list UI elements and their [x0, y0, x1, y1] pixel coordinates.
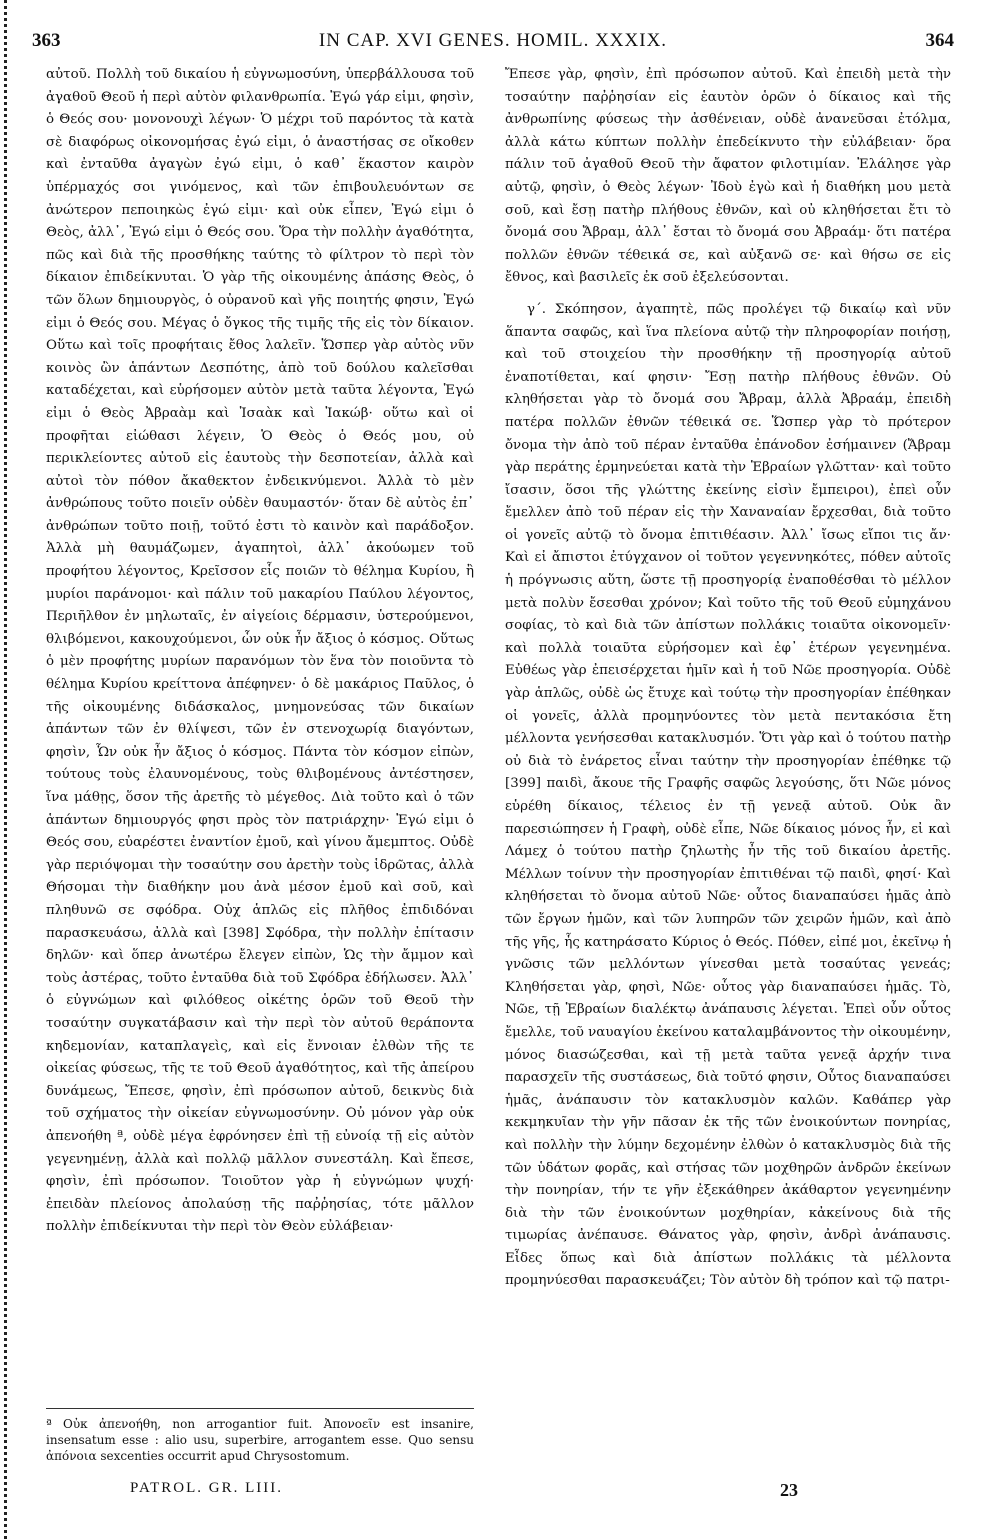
right-column — [505, 64, 951, 1479]
right-paragraph-2: γ΄. Σκόπησον, ἀγαπητὲ, πῶς προλέγει τῷ δικαίῳ καὶ νῦν ἅπαντα σαφῶς, καὶ ἵνα πλείονα αὐτῷ τὴν πληροφορίαν ποιήσῃ, καὶ τοῦ στοιχείου τὴν προσθήκην τῇ προσηγορίᾳ αὐτοῦ ἐναποτίθεται, καί φησιν· Ἔσῃ πατὴρ πλήθους ἐθνῶν. Οὐ κληθήσεται γὰρ τὸ ὄνομά σου Ἄβραμ, ἀλλὰ Ἀβραάμ, ἐπειδὴ πατέρα πολλῶν ἐθνῶν τέθεικά σε. Ὥσπερ γὰρ τὸ πρότερον ὄνομα τὴν ἀπὸ τοῦ πέραν ἐνταῦθα ἐπάνοδον ἐσήμαινεν (Ἄβραμ γὰρ περάτης ἑρμηνεύεται κατὰ τὴν Ἑβραίων γλῶτταν· καὶ τοῦτο ἴσασιν, ὅσοι τῆς γλώττης ἐκείνης εἰσὶν ἔμπειροι), ἐπεὶ οὖν ἔμελλεν ἀπὸ τοῦ πέραν εἰς τὴν Χαναναίαν ἔρχεσθαι, διὰ τοῦτο οἱ γονεῖς αὐτῷ τὸ ὄνομα ἐπιτιθέασιν. Ἀλλ᾽ ἴσως εἴποι τις ἄν· Καὶ εἰ ἄπιστοι ἐτύγχανον οἱ τοῦτον γεγεννηκότες, πόθεν αὐτοῖς ἡ πρόγνωσις αὕτη, ὥστε τῇ προσηγορίᾳ ἐναποθέσθαι τὸ μέλλον μετὰ πολὺν ἔσεσθαι χρόνον; Καὶ τοῦτο τῆς τοῦ Θεοῦ εὐμηχάνου σοφίας, τὸ καὶ διὰ τῶν ἀπίστων πολλάκις τοιαῦτα οἰκονομεῖν· καὶ πολλὰ τοιαῦτα εὑρήσομεν καὶ ἐφ᾽ ἑτέρων γεγενημένα. Εὐθέως γὰρ ἐπεισέρχεται ἡμῖν καὶ ἡ τοῦ Νῶε προσηγορία. Οὐδὲ γὰρ ἁπλῶς, οὐδὲ ὡς ἔτυχε καὶ τούτῳ τὴν προσηγορίαν ἐπέθηκαν οἱ γονεῖς, ἀλλὰ προμηνύοντες τὸν μετὰ πεντακόσια ἔτη μέλλοντα γενήσεσθαι κατακλυσμόν. Ὅτι γὰρ καὶ ὁ τούτου πατὴρ οὐ διὰ τὸ ἐνάρετος εἶναι ταύτην τὴν προσηγορίαν ἐπέθηκε τῷ [399] παιδὶ, ἄκουε τῆς Γραφῆς σαφῶς λεγούσης, ὅτι Νῶε μόνος εὑρέθη δίκαιος, τέλειος ἐν τῇ γενεᾷ αὐτοῦ. Οὐκ ἂν παρεσιώπησεν ἡ Γραφὴ, οὐδὲ εἶπε, Νῶε δίκαιος μόνος ἦν, εἰ καὶ Λάμεχ ὁ τούτου πατὴρ ζηλωτὴς ἦν τῆς τοῦ δικαίου ἀρετῆς. Μέλλων τοίνυν τὴν προσηγορίαν ἐπιτιθέναι τῷ παιδὶ, φησί· Καὶ κληθήσεται τὸ ὄνομα αὐτοῦ Νῶε· οὗτος διαναπαύσει ἡμᾶς ἀπὸ τῶν ἔργων ἡμῶν, καὶ τῶν λυπηρῶν τῶν χειρῶν ἡμῶν, καὶ ἀπὸ τῆς γῆς, ἧς κατηράσατο Κύριος ὁ Θεός. Πόθεν, εἰπέ μοι, ἐκεῖνῳ ἡ γνῶσις τῶν μελλόντων γίνεσθαι μετὰ τοσαύτας γενεάς; Κληθήσεται γὰρ, φησὶ, Νῶε· οὗτος γὰρ διαναπαύσει ἡμᾶς. Τὸ, Νῶε, τῇ Ἑβραίων διαλέκτῳ ἀνάπαυσις λέγεται. Ἐπεὶ οὖν οὗτος ἔμελλε, τοῦ ναυαγίου ἐκείνου καταλαμβάνοντος τὴν οἰκουμένην, μόνος διασώζεσθαι, καὶ τῇ μετὰ ταῦτα γενεᾷ ἀρχήν τινα παρασχεῖν τῆς συστάσεως, διὰ τοῦτό φησιν, Οὗτος διαναπαύσει ἡμᾶς, ἀνάπαυσιν τὸν κατακλυσμὸν καλῶν. Καθάπερ γὰρ κεκμηκυῖαν τὴν γῆν πᾶσαν ἐκ τῆς τῶν ἐνοικούντων πονηρίας, καὶ πολλὴν τὴν λύμην δεχομένην ἐλθὼν ὁ κατακλυσμὸς διὰ τῆς τῶν ὑδάτων φορᾶς, καὶ στήσας τῶν μοχθηρῶν ἀνδρῶν ἐκείνων τὴν πονηρίαν, τήν τε γῆν ἐξεκάθηρεν ἀκάθαρτον γεγενημένην διὰ τὴν τῶν ἐνοικούντων μοχθηρίαν, κἀκείνους διὰ τῆς τιμωρίας ἀνέπαυσε. Θάνατος γὰρ, φησὶν, ἀνδρὶ ἀνάπαυσις. Εἶδες ὅπως καὶ διὰ ἀπίστων πολλάκις τὰ μέλλοντα προμηνύεσθαι παρασκευάζει; Τὸν αὐτὸν δὴ τρόπον καὶ τῷ πατρι- — [505, 301, 951, 1289]
page-number-right: 364 — [925, 30, 954, 51]
signature-mark: 23 — [780, 1480, 798, 1500]
page-number-left: 363 — [32, 30, 61, 51]
running-title: IN CAP. XVI GENES. HOMIL. XXXIX. — [318, 30, 668, 51]
footnote: ª Οὐκ ἀπενοήθη, non arrogantior fuit. Ἀπονοεῖν est insanire, insensatum esse : alio usu, superbire, arrogantem esse. Quo sensu ἀπόνοια sexcenties occurrit apud Chrysostomum. — [46, 1408, 474, 1464]
left-column — [46, 64, 474, 1404]
volume-mark: PATROL. GR. LIII. — [130, 1480, 284, 1496]
page-header — [32, 30, 954, 56]
right-paragraph-1: Ἔπεσε γὰρ, φησὶν, ἐπὶ πρόσωπον αὐτοῦ. Καὶ ἐπειδὴ μετὰ τὴν τοσαύτην παῤῥησίαν εἰς ἑαυτὸν ὁρῶν ὁ δίκαιος καὶ τῆς ἀνθρωπίνης φύσεως τὴν ἀσθένειαν, οὐδὲ ἀνανεῦσαι ἐτόλμα, ἀλλὰ κάτω κύπτων πολλὴν ἐπεδείκνυτο τὴν εὐλάβειαν· ὅρα πάλιν τοῦ ἀγαθοῦ Θεοῦ τὴν ἄφατον φιλοτιμίαν. Ἐλάλησε γὰρ αὐτῷ, φησὶν, ὁ Θεὸς λέγων· Ἰδοὺ ἐγὼ καὶ ἡ διαθήκη μου μετὰ σοῦ, καὶ ἔσῃ πατὴρ πλήθους ἐθνῶν, καὶ οὐ κληθήσεται ἔτι τὸ ὄνομά σου Ἄβραμ, ἀλλ᾽ ἔσται τὸ ὄνομά σου Ἀβραάμ· ὅτι πατέρα πολλῶν ἐθνῶν τέθεικά σε, καὶ αὐξανῶ σε· καὶ θήσω σε εἰς ἔθνος, καὶ βασιλεῖς ἐκ σοῦ ἐξελεύσονται. — [505, 67, 951, 286]
left-paragraph-1: αὐτοῦ. Πολλὴ τοῦ δικαίου ἡ εὐγνωμοσύνη, ὑπερβάλλουσα τοῦ ἀγαθοῦ Θεοῦ ἡ περὶ αὐτὸν φιλανθρωπία. Ἐγώ γάρ εἰμι, φησὶν, ὁ Θεός σου· μονονουχὶ λέγων· Ὁ μέχρι τοῦ παρόντος τὰ κατὰ σὲ διαφόρως οἰκονομήσας ἐγώ εἰμι, ὁ ἀναστήσας σε οἴκοθεν καὶ ἐνταῦθα ἀγαγὼν ἐγώ εἰμι, ὁ καθ᾽ ἕκαστον καιρὸν ὑπέρμαχός σοι γινόμενος, καὶ τῶν ἐπιβουλευόντων σε ἀνώτερον πεποιηκὼς ἐγώ εἰμι· καὶ οὐκ εἶπεν, Ἐγώ εἰμι ὁ Θεὸς, ἀλλ᾽, Ἐγώ εἰμι ὁ Θεός σου. Ὅρα τὴν πολλὴν ἀγαθότητα, πῶς καὶ διὰ τῆς προσθήκης ταύτης τὸ φίλτρον τὸ περὶ τὸν δίκαιον ἐπιδείκνυται. Ὁ γὰρ τῆς οἰκουμένης ἁπάσης Θεὸς, ὁ τῶν ὅλων δημιουργὸς, ὁ οὐρανοῦ καὶ γῆς ποιητής φησιν, Ἐγώ εἰμι ὁ Θεός σου. Μέγας ὁ ὄγκος τῆς τιμῆς τῆς εἰς τὸν δίκαιον. Οὕτω καὶ τοῖς προφήταις ἔθος λαλεῖν. Ὥσπερ γὰρ αὐτὸς νῦν κοινὸς ὢν ἁπάντων Δεσπότης, ἀπὸ τοῦ δούλου καλεῖσθαι καταδέχεται, καὶ εὑρήσομεν αὐτὸν μετὰ ταῦτα λέγοντα, Ἐγώ εἰμι ὁ Θεὸς Ἀβραὰμ καὶ Ἰσαὰκ καὶ Ἰακώβ· οὕτω καὶ οἱ προφῆται εἰώθασι λέγειν, Ὁ Θεὸς ὁ Θεός μου, οὐ περικλείοντες αὐτοῦ εἰς ἑαυτοὺς τὴν δεσποτείαν, ἀλλὰ καὶ αὐτοὶ τὸν πόθον ἄκαθεκτον ἐνδεικνύμενοι. Ἀλλὰ τὸ μὲν ἀνθρώπους τοῦτο ποιεῖν οὐδὲν θαυμαστόν· ὅταν δὲ αὐτὸς ἐπ᾽ ἀνθρώπων τοῦτο ποιῇ, τοῦτό ἐστι τὸ καινὸν καὶ παράδοξον. Ἀλλὰ μὴ θαυμάζωμεν, ἀγαπητοὶ, ἀλλ᾽ ἀκούωμεν τοῦ προφήτου λέγοντος, Κρεῖσσον εἷς ποιῶν τὸ θέλημα Κυρίου, ἢ μυρίοι παράνομοι· καὶ πάλιν τοῦ μακαρίου Παύλου λέγοντος, Περιῆλθον ἐν μηλωταῖς, ἐν αἰγείοις δέρμασιν, ὑστερούμενοι, θλιβόμενοι, κακουχούμενοι, ὧν οὐκ ἦν ἄξιος ὁ κόσμος. Οὕτως ὁ μὲν προφήτης μυρίων παρανόμων τὸν ἕνα τὸν ποιοῦντα τὸ θέλημα Κυρίου κρείττονα ἀπέφηνεν· ὁ δὲ μακάριος Παῦλος, ὁ τῆς οἰκουμένης διδάσκαλος, μνημονεύσας τῶν δικαίων ἁπάντων τῶν ἐν θλίψεσι, τῶν ἐν στενοχωρίᾳ διαγόντων, φησὶν, Ὧν οὐκ ἦν ἄξιος ὁ κόσμος. Πάντα τὸν κόσμον εἰπὼν, τούτους τοὺς ἐλαυνομένους, τοὺς θλιβομένους ἀντέστησεν, ἵνα μάθῃς, ὅσον τῆς ἀρετῆς τὸ μέγεθος. Διὰ τοῦτο καὶ ὁ τῶν ἁπάντων δημιουργός φησι πρὸς τὸν πατριάρχην· Ἐγώ εἰμι ὁ Θεός σου, εὐαρέστει ἐναντίον ἐμοῦ, καὶ γίνου ἄμεμπτος. Οὐδὲ γὰρ περιόψομαι τὴν τοσαύτην σου ἀρετὴν τοὺς ἱδρῶτας, ἀλλὰ Θήσομαι τὴν διαθήκην μου ἀνὰ μέσον ἐμοῦ καὶ σοῦ, καὶ πληθυνῶ σε σφόδρα. Οὐχ ἁπλῶς εἰς πλῆθος ἐπιδιδόναι παρασκευάσω, ἀλλὰ καὶ [398] Σφόδρα, τὴν πολλὴν ἐπίτασιν δηλῶν· καὶ ὅπερ ἀνωτέρω ἔλεγεν εἰπὼν, Ὡς τὴν ἄμμον καὶ τοὺς ἀστέρας, τοῦτο ἐνταῦθα διὰ τοῦ Σφόδρα ἐδήλωσεν. Ἀλλ᾽ ὁ εὐγνώμων καὶ φιλόθεος οἰκέτης ὁρῶν τοῦ Θεοῦ τὴν τοσαύτην συγκατάβασιν καὶ τὴν περὶ τὸν αὐτοῦ θεράποντα κηδεμονίαν, καταπλαγεὶς, καὶ εἰς ἔννοιαν ἐλθὼν τῆς τε οἰκείας φύσεως, τῆς τε τοῦ Θεοῦ ἀγαθότητος, καὶ τῆς ἀπείρου δυνάμεως, Ἔπεσε, φησὶν, ἐπὶ πρόσωπον αὐτοῦ, δεικνὺς διὰ τοῦ σχήματος τὴν οἰκείαν εὐγνωμοσύνην. Οὐ μόνον γὰρ οὐκ ἀπενοήθη ª, οὐδὲ μέγα ἐφρόνησεν ἐπὶ τῇ εὐνοίᾳ τῇ εἰς αὐτὸν γεγενημένῃ, ἀλλὰ καὶ πολλῷ μᾶλλον συνεστάλη. Καὶ ἔπεσε, φησὶν, ἐπὶ πρόσωπον. Τοιοῦτον γὰρ ἡ εὐγνώμων ψυχή· ἐπειδὰν πλείονος ἀπολαύσῃ τῆς παῤῥησίας, τότε μᾶλλον πολλὴν ἐπιδείκνυται τὴν περὶ τὸν Θεὸν εὐλάβειαν· — [46, 67, 474, 1235]
page-edge — [4, 0, 7, 1540]
